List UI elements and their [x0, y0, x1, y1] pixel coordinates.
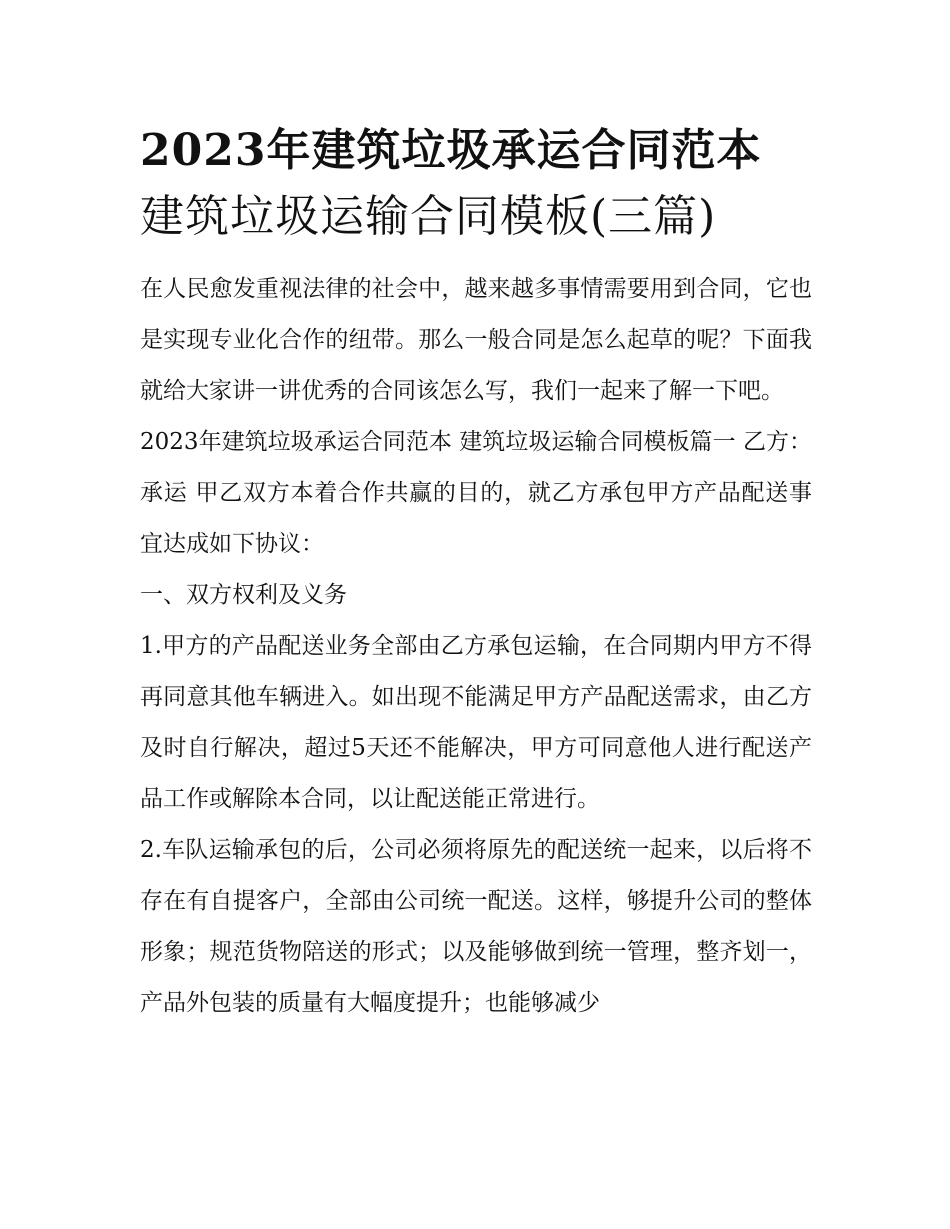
clause-1: 1.甲方的产品配送业务全部由乙方承包运输，在合同期内甲方不得再同意其他车辆进入。如出现不能满足甲方产品配送需求，由乙方及时自行解决，超过5天还不能解决，甲方可同意他人进行配送产品工作或解除本合同，以让配送能正常进行。: [140, 633, 812, 812]
title-line-2: 建筑垃圾运输合同模板(三篇): [140, 191, 717, 242]
title-line-1: 2023年建筑垃圾承运合同范本: [140, 125, 762, 176]
document-body: [140, 118, 812, 1029]
clause-2: 2.车队运输承包的后，公司必须将原先的配送统一起来，以后将不存在有自提客户，全部由公司统一配送。这样，够提升公司的整体形象；规范货物陪送的形式；以及能够做到统一管理，整齐划一，产品外包装的质量有大幅度提升；也能够减少: [140, 837, 812, 1016]
intro-paragraph: 在人民愈发重视法律的社会中，越来越多事情需要用到合同，它也是实现专业化合作的纽带。那么一般合同是怎么起草的呢？下面我就给大家讲一讲优秀的合同该怎么写，我们一起来了解一下吧。: [140, 276, 812, 404]
section-heading-rights: 一、双方权利及义务: [140, 582, 347, 608]
document-title: [140, 118, 812, 250]
contract-preamble: 2023年建筑垃圾承运合同范本 建筑垃圾运输合同模板篇一 乙方：承运 甲乙双方本着合作共赢的目的，就乙方承包甲方产品配送事宜达成如下协议：: [140, 429, 812, 557]
